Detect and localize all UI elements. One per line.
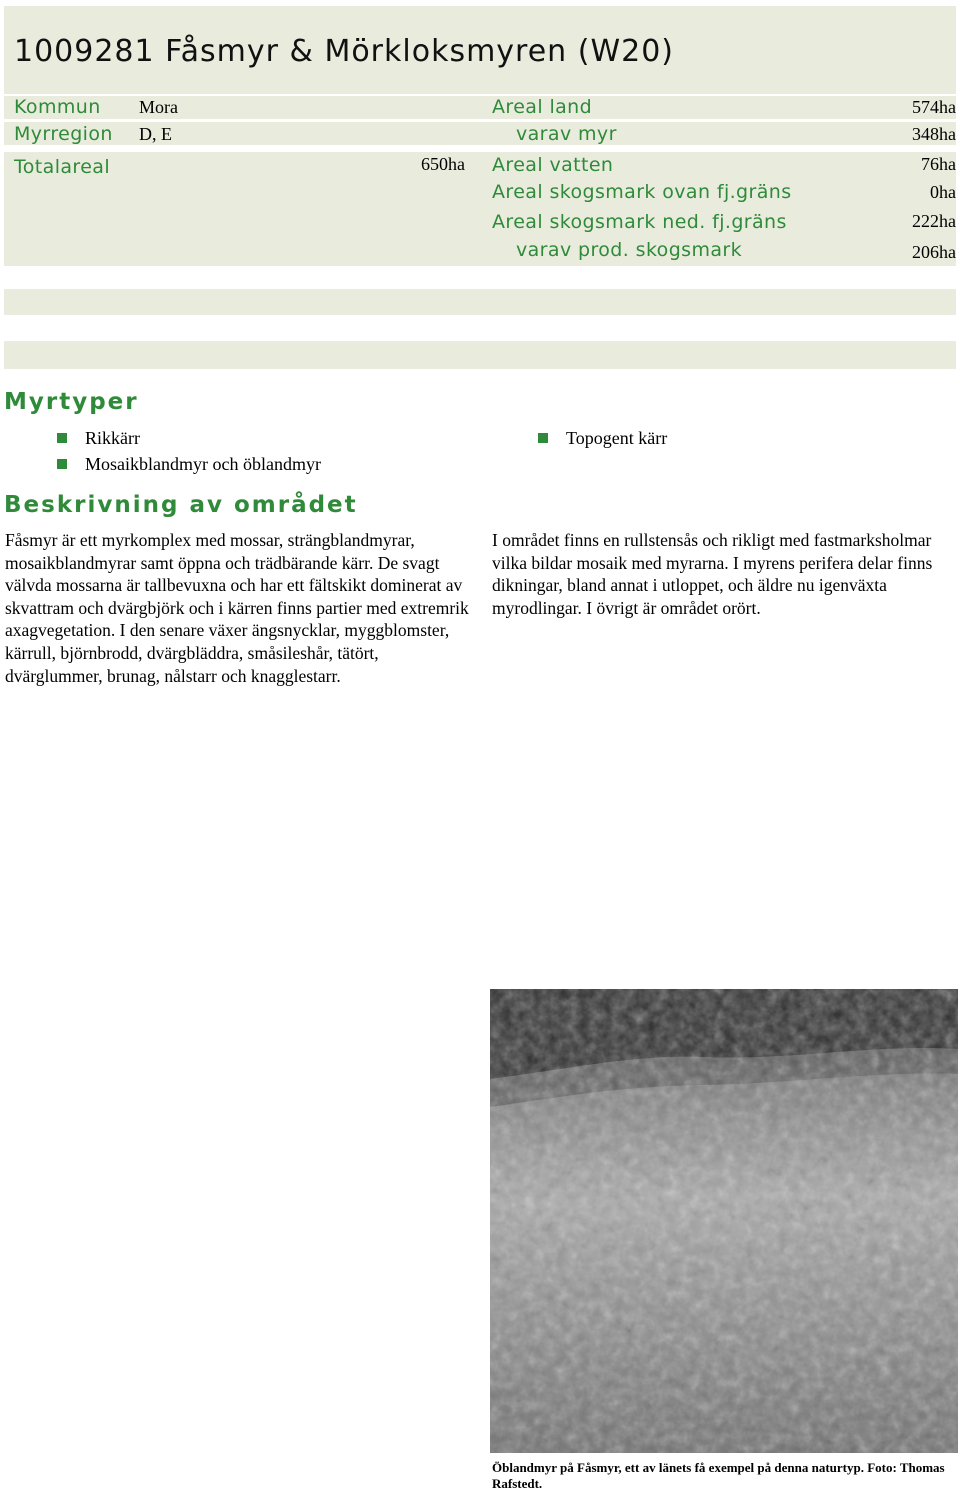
blank-band-1 bbox=[4, 289, 956, 315]
areal-vatten-label: Areal vatten bbox=[492, 154, 614, 176]
aerial-bog-image bbox=[490, 989, 958, 1453]
bog-photo bbox=[490, 989, 958, 1453]
areal-land-label: Areal land bbox=[492, 96, 593, 118]
bullet-square-icon bbox=[57, 459, 67, 469]
skogsmark-ovan-value: 0ha bbox=[930, 182, 956, 202]
varav-myr-label: varav myr bbox=[516, 123, 617, 145]
areal-land-value: 574ha bbox=[912, 97, 956, 117]
myrtyp-item: Mosaikblandmyr och öblandmyr bbox=[57, 451, 321, 477]
skogsmark-ned-value: 222ha bbox=[912, 211, 956, 231]
photo-caption: Öblandmyr på Fåsmyr, ett av länets få exempel på denna naturtyp. Foto: Thomas Rafstedt. bbox=[492, 1460, 945, 1491]
kommun-value: Mora bbox=[139, 97, 178, 117]
blank-band-2 bbox=[4, 341, 956, 369]
varav-myr-value: 348ha bbox=[912, 124, 956, 144]
skogsmark-ovan-label: Areal skogsmark ovan fj.gräns bbox=[492, 181, 792, 203]
myrregion-value: D, E bbox=[139, 124, 172, 144]
myrregion-label: Myrregion bbox=[14, 123, 113, 145]
prod-skogsmark-value: 206ha bbox=[912, 242, 956, 262]
totalareal-value: 650ha bbox=[421, 154, 465, 174]
totalareal-label: Totalareal bbox=[14, 156, 111, 178]
page-title: 1009281 Fåsmyr & Mörkloksmyren (W20) bbox=[14, 34, 674, 69]
myrtyp-item: Rikkärr bbox=[57, 425, 321, 451]
description-col1: Fåsmyr är ett myrkomplex med mossar, strängblandmyrar, mosaikblandmyrar samt öppna och trädbärande kärr. De svagt välvda mossarna är tallbevuxna och har ett fältskikt dominerat av skvattram och dvärgbjörk och i kärren finns partier med extremrik axagvegetation. I den senare växer ängsnycklar, myggblomster, kärrull, björnbrodd, dvärgbläddra, småsileshår, tätört, dvärglummer, brunag, nålstarr och knagglestarr. bbox=[5, 530, 469, 686]
bullet-square-icon bbox=[538, 433, 548, 443]
skogsmark-ned-label: Areal skogsmark ned. fj.gräns bbox=[492, 211, 787, 233]
areal-vatten-value: 76ha bbox=[921, 154, 956, 174]
beskrivning-heading: Beskrivning av området bbox=[4, 492, 358, 518]
myrtyper-list-right bbox=[538, 425, 667, 451]
myrtyp-item: Topogent kärr bbox=[538, 425, 667, 451]
row-band-3 bbox=[4, 152, 956, 266]
description-col2: I området finns en rullstensås och rikligt med fastmarksholmar vilka bildar mosaik med myrarna. I myrens perifera delar finns dikningar, bland annat i utloppet, och äldre nu igenväxta myrodlingar. I övrigt är området orört. bbox=[492, 530, 933, 618]
myrtyper-heading: Myrtyper bbox=[4, 389, 139, 415]
bullet-square-icon bbox=[57, 433, 67, 443]
kommun-label: Kommun bbox=[14, 96, 101, 118]
myrtyper-list-left bbox=[57, 425, 321, 477]
prod-skogsmark-label: varav prod. skogsmark bbox=[516, 239, 743, 261]
